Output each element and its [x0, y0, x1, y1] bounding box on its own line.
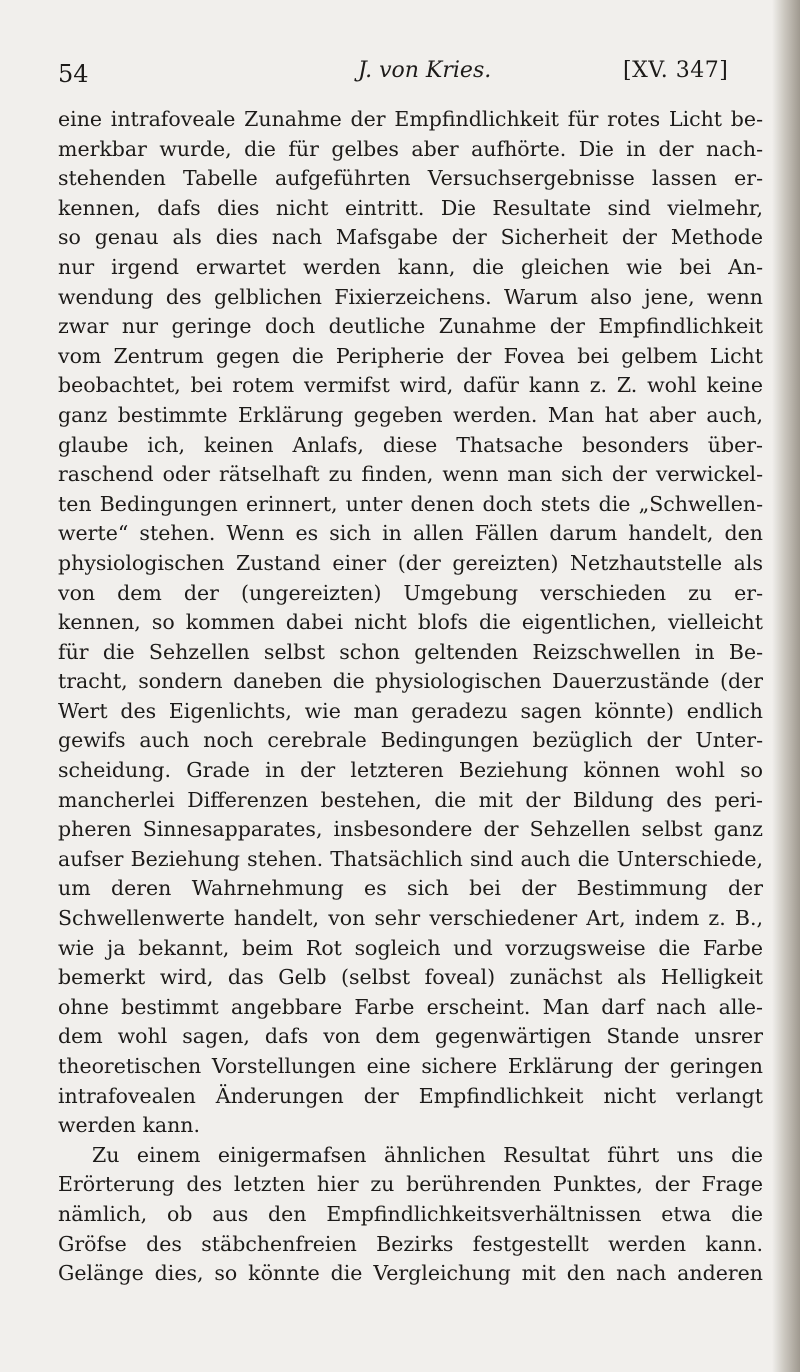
text-line: zwar nur geringe doch deutliche Zunahme der Empfindlichkeit [58, 314, 763, 339]
text-line: tracht, sondern daneben die physiologischen Dauerzustände (der [58, 669, 763, 694]
running-reference: [XV. 347] [623, 58, 729, 83]
text-line: bemerkt wird, das Gelb (selbst foveal) zunächst als Helligkeit [58, 965, 763, 990]
text-line: beobachtet, bei rotem vermifst wird, dafür kann z. Z. wohl keine [58, 373, 763, 398]
text-line: Erörterung des letzten hier zu berührenden Punktes, der Frage [58, 1172, 763, 1197]
text-line: so genau als dies nach Mafsgabe der Sicherheit der Methode [58, 225, 763, 250]
text-line: Schwellenwerte handelt, von sehr verschiedener Art, indem z. B., [58, 906, 763, 931]
text-line: wendung des gelblichen Fixierzeichens. Warum also jene, wenn [58, 284, 763, 309]
text-line: merkbar wurde, die für gelbes aber aufhörte. Die in der nach- [58, 136, 763, 161]
running-author: J. von Kries. [358, 58, 492, 83]
page-edge-shadow [772, 0, 800, 1372]
running-head [58, 54, 758, 90]
text-line: ten Bedingungen erinnert, unter denen doch stets die „Schwellen- [58, 491, 763, 516]
text-line: kennen, so kommen dabei nicht blofs die eigentlichen, vielleicht [58, 610, 763, 635]
text-line: ganz bestimmte Erklärung gegeben werden. Man hat aber auch, [58, 402, 763, 427]
text-line: gewifs auch noch cerebrale Bedingungen bezüglich der Unter- [58, 728, 763, 753]
text-line: wie ja bekannt, beim Rot sogleich und vorzugsweise die Farbe [58, 935, 763, 960]
text-line: physiologischen Zustand einer (der gereizten) Netzhautstelle als [58, 550, 763, 575]
text-line: Wert des Eigenlichts, wie man geradezu sagen könnte) endlich [58, 698, 763, 723]
text-line: intrafovealen Änderungen der Empfindlichkeit nicht verlangt [58, 1083, 763, 1108]
text-line: von dem der (ungereizten) Umgebung verschieden zu er- [58, 580, 763, 605]
text-line: nur irgend erwartet werden kann, die gleichen wie bei An- [58, 254, 763, 279]
text-line: um deren Wahrnehmung es sich bei der Bestimmung der [58, 876, 763, 901]
text-line: werte“ stehen. Wenn es sich in allen Fällen darum handelt, den [58, 521, 763, 546]
text-line: eine intrafoveale Zunahme der Empfindlichkeit für rotes Licht be- [58, 107, 763, 131]
text-line: stehenden Tabelle aufgeführten Versuchsergebnisse lassen er- [58, 166, 763, 191]
text-line: Zu einem einigermafsen ähnlichen Resultat führt uns die [92, 1142, 763, 1167]
text-line: scheidung. Grade in der letzteren Beziehung können wohl so [58, 758, 763, 783]
text-line: raschend oder rätselhaft zu finden, wenn man sich der verwickel- [58, 462, 763, 487]
body-text [58, 105, 763, 1289]
text-line: pheren Sinnesapparates, insbesondere der Sehzellen selbst ganz [58, 817, 763, 842]
page-number: 54 [58, 60, 89, 88]
text-line: für die Sehzellen selbst schon geltenden Reizschwellen in Be- [58, 639, 763, 664]
text-line: kennen, dafs dies nicht eintritt. Die Resultate sind vielmehr, [58, 195, 763, 220]
text-line: Gröfse des stäbchenfreien Bezirks festgestellt werden kann. [58, 1231, 763, 1256]
text-line: vom Zentrum gegen die Peripherie der Fovea bei gelbem Licht [58, 343, 763, 368]
text-line: mancherlei Differenzen bestehen, die mit der Bildung des peri- [58, 787, 763, 812]
text-line: nämlich, ob aus den Empfindlichkeitsverhältnissen etwa die [58, 1201, 763, 1226]
text-line: theoretischen Vorstellungen eine sichere Erklärung der geringen [58, 1054, 763, 1078]
text-line: dem wohl sagen, dafs von dem gegenwärtigen Stande unsrer [58, 1024, 763, 1049]
text-line: werden kann. [58, 1113, 201, 1138]
text-line: glaube ich, keinen Anlafs, diese Thatsache besonders über- [58, 432, 763, 457]
text-line: Gelänge dies, so könnte die Vergleichung mit den nach anderen [58, 1261, 763, 1286]
text-line: aufser Beziehung stehen. Thatsächlich sind auch die Unterschiede, [58, 846, 763, 871]
text-line: ohne bestimmt angebbare Farbe erscheint. Man darf nach alle- [58, 994, 763, 1019]
